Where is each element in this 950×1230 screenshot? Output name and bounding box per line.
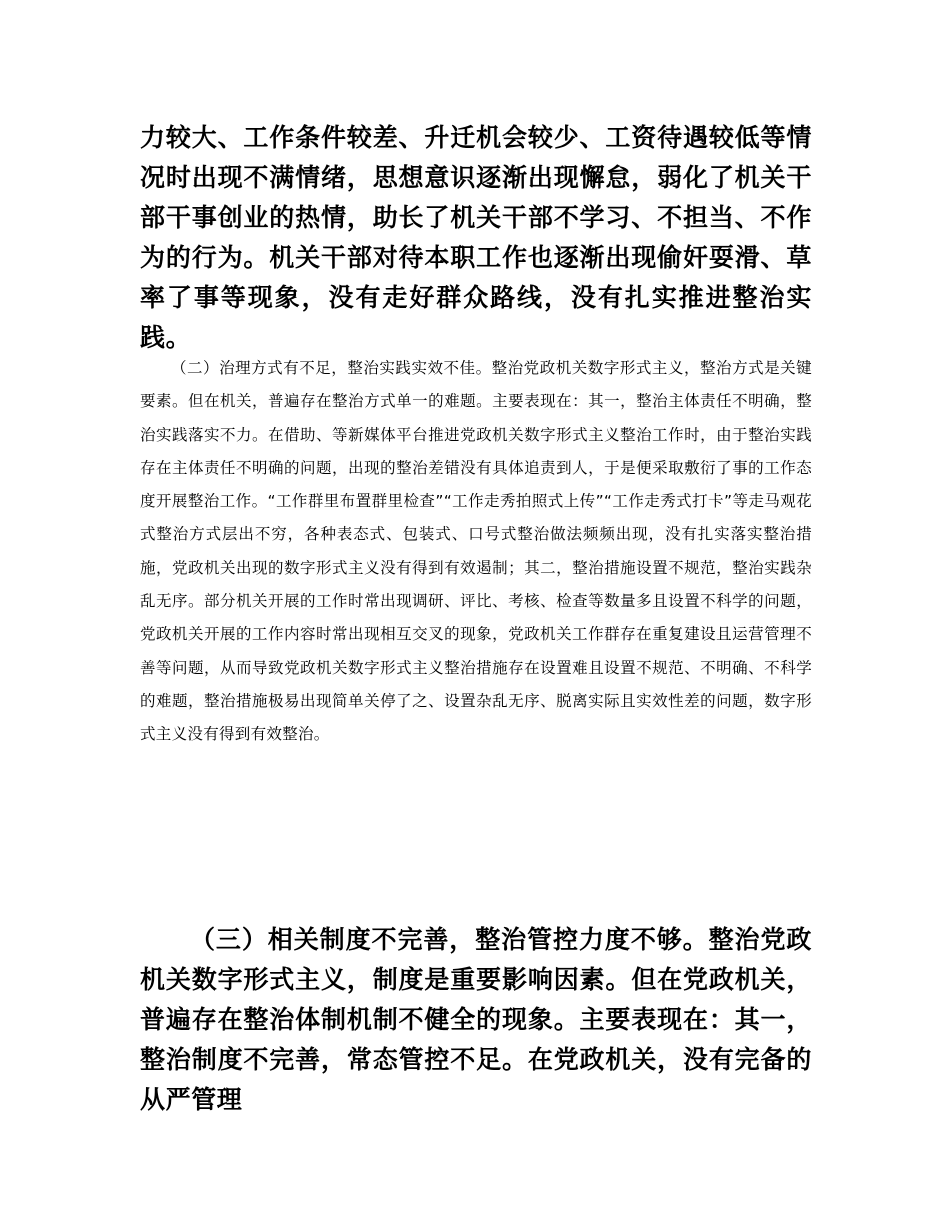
paragraph-section-2: （二）治理方式有不足，整治实践实效不佳。整治党政机关数字形式主义，整治方式是关键要素。但在机关，普遍存在整治方式单一的难题。主要表现在：其一，整治主体责任不明确，整治实践落实不力。在借助、等新媒体平台推进党政机关数字形式主义整治工作时，由于整治实践存在主体责任不明确的问题，出现的整治差错没有具体追责到人，于是便采取敷衍了事的工作态度开展整治工作。“工作群里布置群里检查”“工作走秀拍照式上传”“工作走秀式打卡”等走马观花式整治方式层出不穷，各种表态式、包装式、口号式整治做法频频出现，没有扎实落实整治措施，党政机关出现的数字形式主义没有得到有效遏制；其二，整治措施设置不规范，整治实践杂乱无序。部分机关开展的工作时常出现调研、评比、考核、检查等数量多且设置不科学的问题，党政机关开展的工作内容时常出现相互交叉的现象，党政机关工作群存在重复建设且运营管理不善等问题，从而导致党政机关数字形式主义整治措施存在设置难且设置不规范、不明确、不科学的难题，整治措施极易出现简单关停了之、设置杂乱无序、脱离实际且实效性差的问题，数字形式主义没有得到有效整治。 <box>140 359 812 744</box>
paragraph-continuation: 力较大、工作条件较差、升迁机会较少、工资待遇较低等情况时出现不满情绪，思想意识逐渐出现懈怠，弱化了机关干部干事创业的热情，助长了机关干部不学习、不担当、不作为的行为。机关干部对待本职工作也逐渐出现偷奸耍滑、草率了事等现象，没有走好群众路线，没有扎实推进整治实践。 <box>140 123 812 352</box>
paragraph-section-3: （三）相关制度不完善，整治管控力度不够。整治党政机关数字形式主义，制度是重要影响因素。但在党政机关，普遍存在整治体制机制不健全的现象。主要表现在：其一，整治制度不完善，常态管控不足。在党政机关，没有完备的从严管理 <box>140 925 812 1114</box>
